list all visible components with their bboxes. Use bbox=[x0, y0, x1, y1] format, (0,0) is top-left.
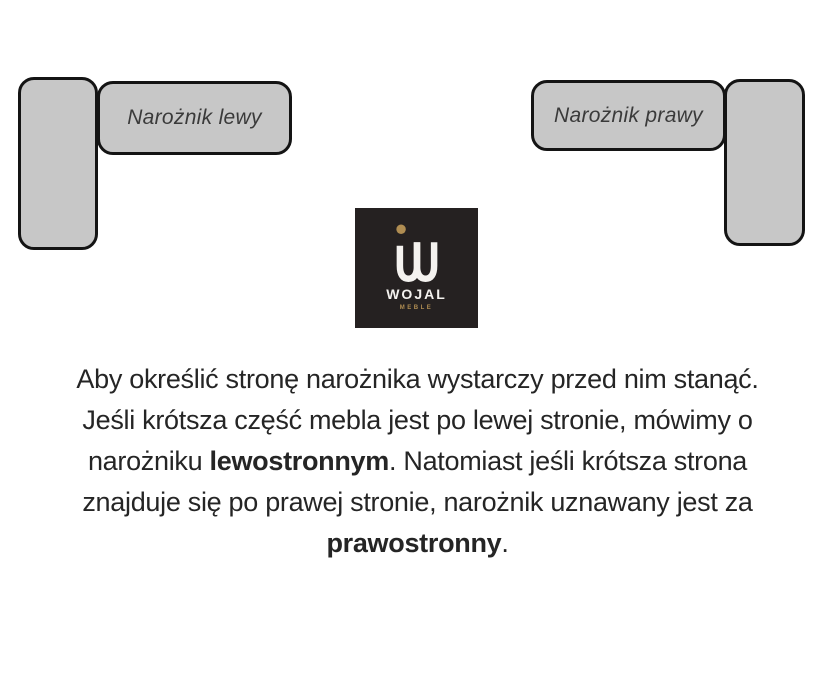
description-paragraph bbox=[0, 359, 835, 564]
right-sofa-short-section-shape bbox=[724, 79, 805, 246]
right-sofa-long-section-shape bbox=[531, 80, 726, 151]
iw-monogram-icon bbox=[394, 224, 440, 284]
wojal-logo bbox=[355, 208, 478, 328]
left-sofa-label: Narożnik lewy bbox=[127, 106, 262, 129]
description-line: Aby określić stronę narożnika wystarczy przed nim stanąć. bbox=[76, 364, 759, 394]
left-sofa-long-section-shape bbox=[97, 81, 292, 155]
description-line: narożniku lewostronnym. Natomiast jeśli krótsza strona bbox=[87, 446, 748, 476]
right-sofa-label: Narożnik prawy bbox=[554, 103, 703, 127]
description-line: znajduje się po prawej stronie, narożnik uznawany jest za bbox=[82, 487, 753, 517]
left-sofa-short-section-shape bbox=[18, 77, 98, 250]
logo-subtitle-text: MEBLE bbox=[399, 305, 434, 311]
description-line: Jeśli krótsza część mebla jest po lewej stronie, mówimy o bbox=[82, 405, 753, 435]
logo-brand-text: WOJAL bbox=[386, 286, 447, 302]
description-line: prawostronny. bbox=[326, 528, 509, 558]
